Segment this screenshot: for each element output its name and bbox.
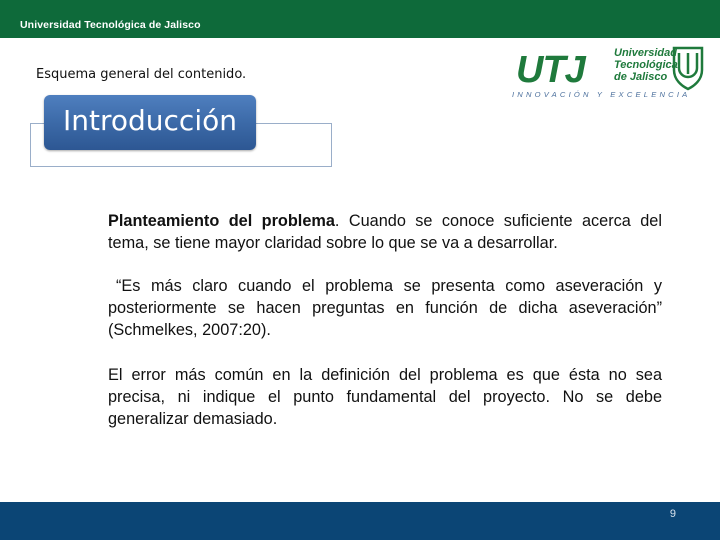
paragraph1-rest: . Cuando se conoce suficiente acerca del tema, se tiene mayor claridad sobre lo que se va a desarrollar.	[108, 212, 662, 252]
header-bar	[0, 0, 720, 38]
page-number: 9	[669, 508, 676, 520]
shield-icon	[674, 48, 702, 89]
footer-bar	[0, 502, 720, 540]
logo-initials: UTJ	[516, 49, 585, 91]
logo-line2: Tecnológica	[614, 59, 678, 71]
paragraph-quote	[108, 275, 662, 341]
university-name: Universidad Tecnológica de Jalisco	[20, 19, 201, 31]
logo-line1: Universidad	[614, 47, 677, 59]
slide-subtitle: Esquema general del contenido.	[36, 67, 247, 82]
paragraph2-text: “Es más claro cuando el problema se presenta como aseveración y posteriormente se hacen preguntas en función de dicha aseveración” (Schmelkes, 2007:20).	[108, 277, 662, 339]
utj-logo	[508, 44, 708, 100]
section-title-pill	[44, 95, 256, 150]
paragraph-problem-statement	[108, 210, 662, 254]
section-title: Introducción	[63, 104, 237, 137]
paragraph1-bold: Planteamiento del problema	[108, 212, 335, 230]
paragraph-common-error: El error más común en la definición del problema es que ésta no sea precisa, ni indique el punto fundamental del proyecto. No se debe generalizar demasiado.	[108, 366, 662, 428]
logo-tagline: INNOVACIÓN Y EXCELENCIA	[512, 90, 691, 99]
logo-line3: de Jalisco	[614, 71, 668, 83]
